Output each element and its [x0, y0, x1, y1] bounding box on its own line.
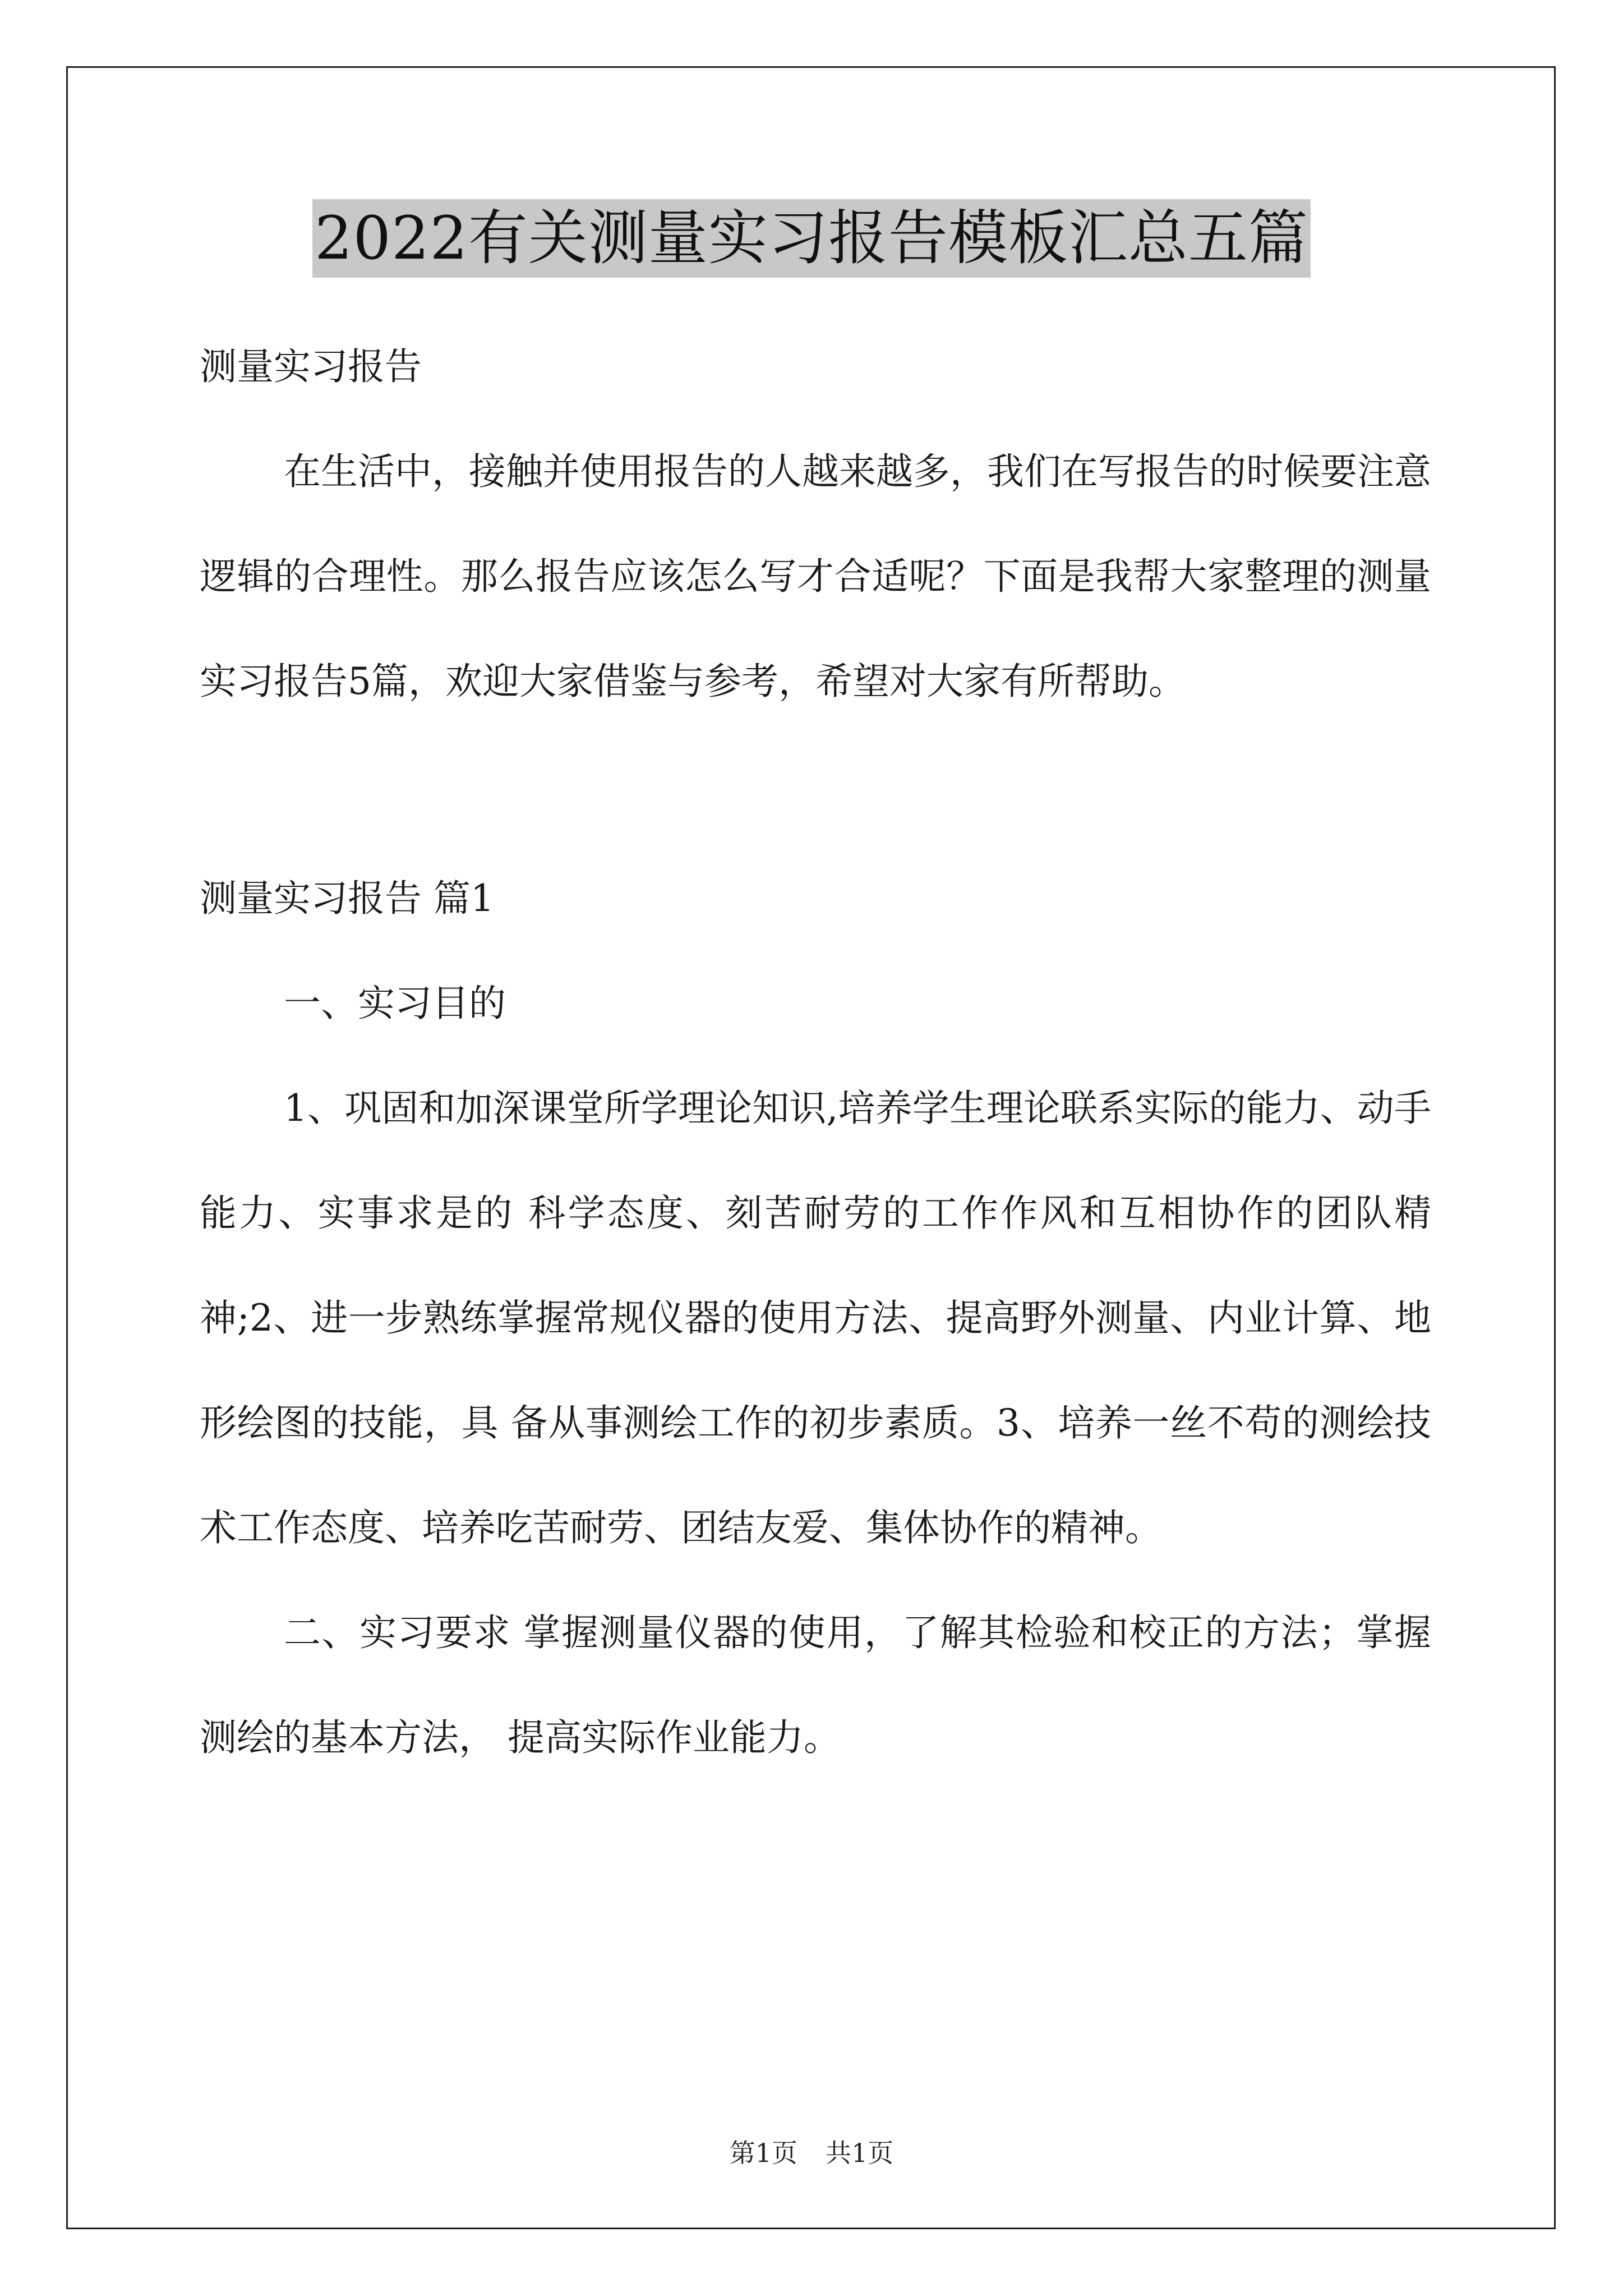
document-body: [200, 314, 1431, 1790]
intro-paragraph: 在生活中，接触并使用报告的人越来越多，我们在写报告的时候要注意逻辑的合理性。那么报告应该怎么写才合适呢？下面是我帮大家整理的测量实习报告5篇，欢迎大家借鉴与参考，希望对大家有所帮助。: [200, 450, 1431, 703]
requirements-paragraph: 二、实习要求 掌握测量仪器的使用，了解其检验和校正的方法；掌握测绘的基本方法， 提高实际作业能力。: [200, 1611, 1431, 1759]
page-number: 第1页: [729, 2138, 797, 2168]
purpose-paragraph: 1、巩固和加深课堂所学理论知识,培养学生理论联系实际的能力、动手能力、实事求是的 科学态度、刻苦耐劳的工作作风和互相协作的团队精神;2、进一步熟练掌握常规仪器的使用方法、提高野外测量、内业计算、地形绘图的技能，具 备从事测绘工作的初步素质。3、培养一丝不苟的测绘技术工作态度、培养吃苦耐劳、团结友爱、集体协作的精神。: [200, 1087, 1431, 1549]
purpose-heading: 一、实习目的: [284, 982, 506, 1025]
page-footer: [0, 2136, 1623, 2170]
section-spacer: [200, 734, 1431, 846]
title-container: [0, 199, 1623, 278]
section-heading: 测量实习报告 篇1: [200, 877, 494, 920]
intro-heading: 测量实习报告: [200, 345, 422, 388]
page-total: 共1页: [826, 2138, 894, 2168]
document-title: 2022有关测量实习报告模板汇总五篇: [312, 199, 1311, 278]
